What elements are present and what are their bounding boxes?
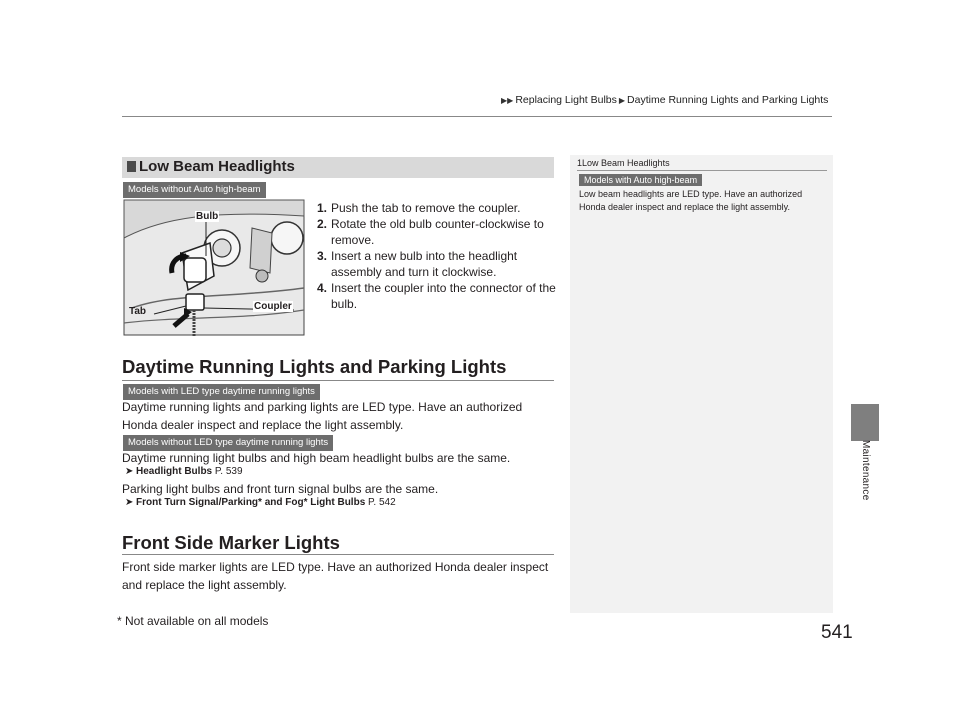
model-badge: Models without Auto high-beam (123, 182, 266, 198)
page-number: 541 (821, 622, 853, 643)
chapter-tab-label[interactable]: Maintenance (860, 440, 871, 501)
breadcrumb-arrow-icon: ▶ (618, 96, 626, 105)
section-title: Low Beam Headlights (139, 158, 295, 175)
model-badge: Models without LED type daytime running lights (123, 435, 333, 451)
heading-rule (122, 380, 554, 381)
breadcrumb (499, 94, 828, 106)
cross-reference[interactable]: Headlight Bulbs P. 539 (136, 466, 243, 477)
chapter-tab-marker[interactable] (851, 404, 879, 441)
heading-side-marker: Front Side Marker Lights (122, 532, 340, 553)
footnote: * Not available on all models (117, 614, 269, 628)
heading-drl: Daytime Running Lights and Parking Lights (122, 356, 507, 377)
paragraph: Front side marker lights are LED type. Have an authorized Honda dealer inspect and replace the light assembly. (122, 560, 549, 592)
note-rule (577, 170, 827, 171)
heading-rule (122, 554, 554, 555)
cross-reference[interactable]: Front Turn Signal/Parking* and Fog* Light Bulbs P. 542 (136, 497, 396, 508)
breadcrumb-part-2[interactable]: Daytime Running Lights and Parking Lights (627, 94, 829, 106)
step-item: 1. Push the tab to remove the coupler. (317, 201, 521, 215)
figure-label-coupler: Coupler (254, 301, 292, 312)
figure-label-tab: Tab (129, 306, 147, 317)
note-marker: 1 (577, 158, 583, 168)
breadcrumb-part-1[interactable]: Replacing Light Bulbs (515, 94, 617, 106)
reference-arrow-icon: ➤ (125, 497, 134, 508)
headlight-figure (122, 198, 306, 337)
paragraph: Daytime running light bulbs and high beam headlight bulbs are the same. (122, 451, 511, 465)
paragraph: Parking light bulbs and front turn signal bulbs are the same. (122, 482, 439, 496)
note-title: 1Low Beam Headlights (577, 158, 670, 168)
reference-arrow-icon: ➤ (125, 466, 134, 477)
figure-label-bulb: Bulb (196, 211, 219, 222)
step-item: 2. Rotate the old bulb counter-clockwise to remove. (317, 217, 544, 247)
paragraph: Daytime running lights and parking lights are LED type. Have an authorized Honda dealer inspect and replace the light assembly. (122, 400, 523, 432)
note-text: Low beam headlights are LED type. Have an authorized Honda dealer inspect and replace the light assembly. (579, 189, 803, 212)
model-badge: Models with LED type daytime running lights (123, 384, 320, 400)
step-item: 3. Insert a new bulb into the headlight assembly and turn it clockwise. (317, 249, 518, 279)
model-badge: Models with Auto high-beam (579, 174, 702, 186)
step-list (317, 200, 557, 312)
sidebar-notes-panel (570, 155, 833, 613)
section-square-icon (127, 161, 136, 172)
section-header-low-beam (122, 157, 554, 178)
header-rule (122, 116, 832, 117)
step-item: 4. Insert the coupler into the connector of the bulb. (317, 281, 556, 311)
breadcrumb-arrow-icon: ▶▶ (501, 96, 514, 105)
